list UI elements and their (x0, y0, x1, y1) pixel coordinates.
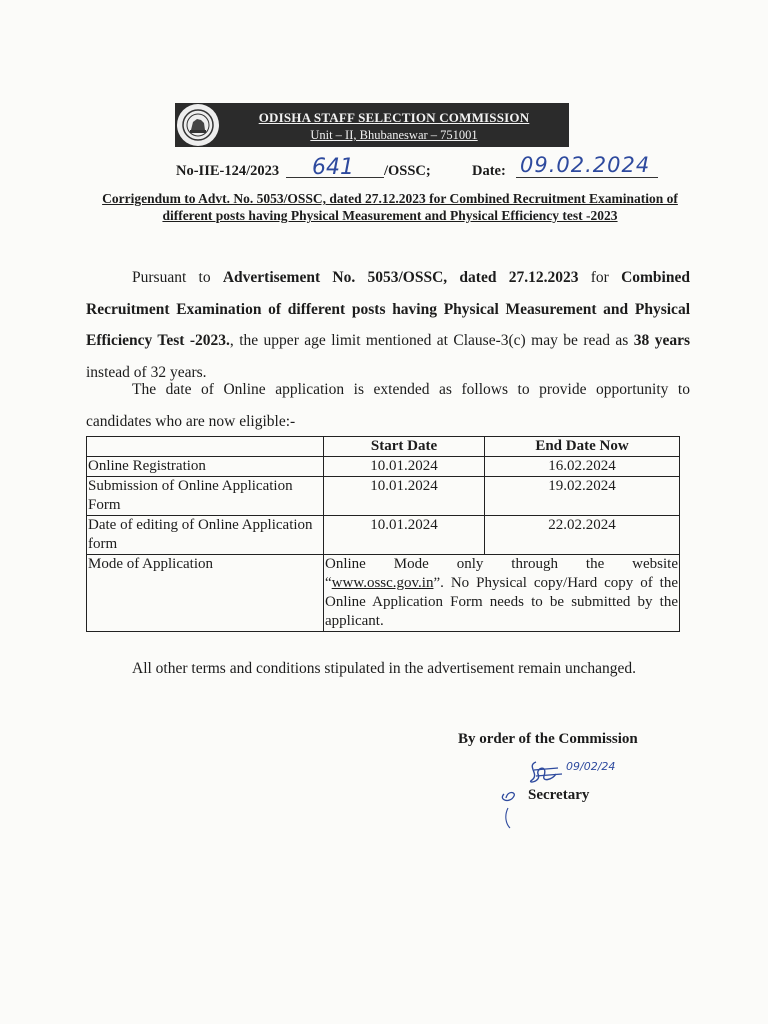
state-emblem-icon (177, 104, 219, 146)
handwritten-reference-number: 641 (312, 155, 354, 180)
mode-description (324, 555, 680, 632)
reference-line (0, 153, 768, 183)
mode-text-2: ”. No Physical copy/Hard copy of the Online Application Form needs to be submitted by the applicant. (325, 575, 678, 629)
row-label: Online Registration (87, 457, 324, 477)
row-start-date: 10.01.2024 (324, 516, 485, 555)
header-blank (87, 437, 324, 457)
table-row (87, 477, 680, 516)
row-label: Submission of Online Application Form (87, 477, 324, 516)
table-row-mode (87, 555, 680, 632)
row-end-date: 19.02.2024 (485, 477, 680, 516)
row-label: Date of editing of Online Application form (87, 516, 324, 555)
date-label: Date: (472, 163, 506, 179)
para1-text-3: , the upper age limit mentioned at Clause-3(c) may be read as (229, 332, 634, 349)
by-order-text: By order of the Commission (458, 731, 638, 747)
date-blank (516, 177, 658, 178)
letterhead-text (219, 107, 569, 143)
row-end-date: 16.02.2024 (485, 457, 680, 477)
organisation-name: ODISHA STAFF SELECTION COMMISSION (258, 110, 530, 125)
signature-date: 09/02/24 (566, 760, 616, 773)
paragraph-other-terms: All other terms and conditions stipulated in the advertisement remain unchanged. (132, 660, 637, 677)
reference-suffix: /OSSC; (384, 163, 431, 179)
signatory-designation: Secretary (528, 787, 590, 803)
row-start-date: 10.01.2024 (324, 477, 485, 516)
para1-advertisement-ref: Advertisement No. 5053/OSSC, dated 27.12.2023 (222, 269, 579, 286)
paragraph-date-extension: The date of Online application is extended as follows to provide opportunity to candidates who are now eligible:- (86, 381, 690, 430)
row-end-date: 22.02.2024 (485, 516, 680, 555)
paragraph-age-limit (86, 262, 690, 388)
table-header-row (87, 437, 680, 457)
header-end-date: End Date Now (485, 437, 680, 457)
para1-exam-name: Combined Recruitment Examination of different posts having Physical Measurement and Physical Efficiency Test -2023. (86, 269, 690, 349)
organisation-address: Unit – II, Bhubaneswar – 751001 (310, 128, 478, 142)
mode-label: Mode of Application (87, 555, 324, 632)
handwritten-date: 09.02.2024 (520, 153, 651, 177)
header-start-date: Start Date (324, 437, 485, 457)
row-start-date: 10.01.2024 (324, 457, 485, 477)
reference-prefix: No-IIE-124/2023 (176, 163, 280, 179)
table-row (87, 457, 680, 477)
para1-new-age-limit: 38 years (633, 332, 690, 349)
mode-text-1: Online Mode only through the website “ (325, 556, 678, 591)
subject-heading: Corrigendum to Advt. No. 5053/OSSC, dated 27.12.2023 for Combined Recruitment Examination of different posts having Physical Measurement and Physical Efficiency test -2023 (102, 191, 678, 223)
para1-text-2: for (578, 269, 622, 286)
schedule-table (86, 436, 680, 632)
letterhead-banner (175, 103, 569, 147)
website-link[interactable]: www.ossc.gov.in (331, 575, 434, 591)
table-row (87, 516, 680, 555)
para1-text-4: instead of 32 years. (86, 363, 207, 381)
para1-text-1: Pursuant to (132, 269, 223, 286)
